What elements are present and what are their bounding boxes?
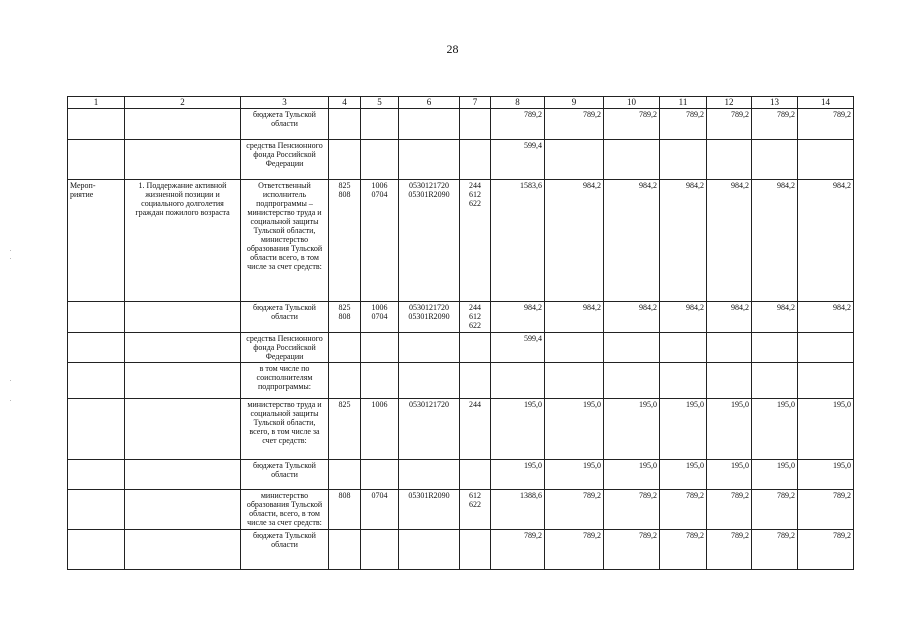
table-cell-col-7: 244 612 622 bbox=[460, 180, 491, 302]
table-cell-col-6: 05301R2090 bbox=[399, 490, 460, 530]
table-cell-col-11: 789,2 bbox=[660, 530, 707, 570]
table-cell-col-4 bbox=[329, 140, 361, 180]
table-cell-col-4 bbox=[329, 530, 361, 570]
table-cell-col-4: 825 bbox=[329, 399, 361, 460]
table-cell-col-8: 195,0 bbox=[491, 460, 545, 490]
table-cell-col-7 bbox=[460, 140, 491, 180]
table-cell-col-2 bbox=[125, 530, 241, 570]
table-row bbox=[68, 530, 854, 570]
table-cell-col-10: 984,2 bbox=[604, 180, 660, 302]
table-cell-col-6 bbox=[399, 140, 460, 180]
table-cell-col-10: 789,2 bbox=[604, 109, 660, 140]
table-cell-col-1 bbox=[68, 363, 125, 399]
table-cell-col-1 bbox=[68, 140, 125, 180]
table-cell-col-8: 789,2 bbox=[491, 530, 545, 570]
table-cell-col-12: 789,2 bbox=[707, 109, 752, 140]
table-cell-col-7 bbox=[460, 363, 491, 399]
table-cell-col-10: 789,2 bbox=[604, 530, 660, 570]
header-cell: 4 bbox=[329, 97, 361, 109]
table-cell-col-3: бюджета Тульской области bbox=[241, 302, 329, 333]
table-cell-col-3: бюджета Тульской области bbox=[241, 530, 329, 570]
table-cell-col-6 bbox=[399, 109, 460, 140]
table-cell-col-5: 1006 bbox=[361, 399, 399, 460]
header-cell: 8 bbox=[491, 97, 545, 109]
table-cell-col-5 bbox=[361, 363, 399, 399]
table-cell-col-11 bbox=[660, 140, 707, 180]
header-cell: 1 bbox=[68, 97, 125, 109]
table-cell-col-5 bbox=[361, 333, 399, 363]
table-cell-col-4: 825 808 bbox=[329, 302, 361, 333]
table-cell-col-3: средства Пенсионного фонда Российской Федерации bbox=[241, 140, 329, 180]
table-cell-col-2 bbox=[125, 490, 241, 530]
table-cell-col-11: 789,2 bbox=[660, 109, 707, 140]
table-cell-col-12 bbox=[707, 140, 752, 180]
table-cell-col-7: 244 612 622 bbox=[460, 302, 491, 333]
table-cell-col-3: в том числе по соисполнителям подпрограммы: bbox=[241, 363, 329, 399]
table-cell-col-12: 195,0 bbox=[707, 460, 752, 490]
table-cell-col-6 bbox=[399, 363, 460, 399]
table-cell-col-13: 984,2 bbox=[752, 180, 798, 302]
table-cell-col-4: 808 bbox=[329, 490, 361, 530]
table-cell-col-12 bbox=[707, 333, 752, 363]
table-cell-col-7: 612 622 bbox=[460, 490, 491, 530]
table-cell-col-2 bbox=[125, 140, 241, 180]
table-cell-col-5 bbox=[361, 530, 399, 570]
table-cell-col-3: бюджета Тульской области bbox=[241, 109, 329, 140]
table-row bbox=[68, 460, 854, 490]
table-cell-col-2 bbox=[125, 399, 241, 460]
table-cell-col-9: 195,0 bbox=[545, 460, 604, 490]
table-cell-col-14: 789,2 bbox=[798, 109, 854, 140]
table-cell-col-13: 789,2 bbox=[752, 490, 798, 530]
table-cell-col-5 bbox=[361, 460, 399, 490]
table-cell-col-2 bbox=[125, 302, 241, 333]
scan-speck bbox=[10, 380, 11, 381]
table-cell-col-5: 1006 0704 bbox=[361, 180, 399, 302]
table-cell-col-13: 984,2 bbox=[752, 302, 798, 333]
table-cell-col-4 bbox=[329, 333, 361, 363]
header-cell: 11 bbox=[660, 97, 707, 109]
header-row bbox=[68, 97, 854, 109]
table-cell-col-12: 789,2 bbox=[707, 530, 752, 570]
table-cell-col-2 bbox=[125, 109, 241, 140]
table-cell-col-12: 195,0 bbox=[707, 399, 752, 460]
table-cell-col-14: 984,2 bbox=[798, 180, 854, 302]
table-cell-col-10: 195,0 bbox=[604, 460, 660, 490]
table-cell-col-3: Ответственный исполнитель подпрограммы – министерство труда и социальной защиты Тульской области, министерство образования Тульской области всего, в том числе за счет средств: bbox=[241, 180, 329, 302]
table-cell-col-3: министерство труда и социальной защиты Тульской области, всего, в том числе за счет средств: bbox=[241, 399, 329, 460]
table-cell-col-6: 0530121720 05301R2090 bbox=[399, 302, 460, 333]
table-cell-col-14: 984,2 bbox=[798, 302, 854, 333]
table-cell-col-9: 984,2 bbox=[545, 302, 604, 333]
table-cell-col-8: 1583,6 bbox=[491, 180, 545, 302]
table-cell-col-9: 789,2 bbox=[545, 490, 604, 530]
table-cell-col-14 bbox=[798, 363, 854, 399]
table-cell-col-6 bbox=[399, 460, 460, 490]
table-cell-col-11: 984,2 bbox=[660, 302, 707, 333]
table-cell-col-9 bbox=[545, 140, 604, 180]
table-cell-col-10: 984,2 bbox=[604, 302, 660, 333]
table-cell-col-10 bbox=[604, 140, 660, 180]
header-cell: 5 bbox=[361, 97, 399, 109]
header-cell: 6 bbox=[399, 97, 460, 109]
table-cell-col-6 bbox=[399, 333, 460, 363]
table-cell-col-8: 984,2 bbox=[491, 302, 545, 333]
table-cell-col-7 bbox=[460, 530, 491, 570]
table-row bbox=[68, 140, 854, 180]
header-cell: 3 bbox=[241, 97, 329, 109]
table-cell-col-6: 0530121720 05301R2090 bbox=[399, 180, 460, 302]
table-cell-col-14: 195,0 bbox=[798, 460, 854, 490]
table-cell-col-2 bbox=[125, 333, 241, 363]
table-cell-col-5 bbox=[361, 140, 399, 180]
table-cell-col-11 bbox=[660, 363, 707, 399]
table-cell-col-10 bbox=[604, 333, 660, 363]
table-cell-col-10 bbox=[604, 363, 660, 399]
table-cell-col-7: 244 bbox=[460, 399, 491, 460]
table-cell-col-7 bbox=[460, 333, 491, 363]
table-cell-col-11: 789,2 bbox=[660, 490, 707, 530]
table-cell-col-3: средства Пенсионного фонда Российской Федерации bbox=[241, 333, 329, 363]
table-cell-col-5: 1006 0704 bbox=[361, 302, 399, 333]
table-cell-col-5: 0704 bbox=[361, 490, 399, 530]
table-cell-col-14: 195,0 bbox=[798, 399, 854, 460]
table-cell-col-14 bbox=[798, 333, 854, 363]
table-cell-col-1 bbox=[68, 333, 125, 363]
table-cell-col-8: 599,4 bbox=[491, 333, 545, 363]
table-row bbox=[68, 302, 854, 333]
table-cell-col-9 bbox=[545, 363, 604, 399]
table-cell-col-9: 789,2 bbox=[545, 530, 604, 570]
table-row bbox=[68, 333, 854, 363]
header-cell: 13 bbox=[752, 97, 798, 109]
table-cell-col-4 bbox=[329, 363, 361, 399]
table-cell-col-1 bbox=[68, 302, 125, 333]
table-cell-col-14: 789,2 bbox=[798, 490, 854, 530]
table-cell-col-8: 1388,6 bbox=[491, 490, 545, 530]
table-row bbox=[68, 180, 854, 302]
scan-speck bbox=[10, 250, 11, 251]
table-cell-col-2 bbox=[125, 363, 241, 399]
scan-speck bbox=[10, 258, 11, 259]
table-cell-col-10: 195,0 bbox=[604, 399, 660, 460]
table-cell-col-13: 789,2 bbox=[752, 109, 798, 140]
table-cell-col-4 bbox=[329, 460, 361, 490]
table-cell-col-2 bbox=[125, 460, 241, 490]
table-cell-col-12: 984,2 bbox=[707, 302, 752, 333]
header-cell: 9 bbox=[545, 97, 604, 109]
table-cell-col-3: министерство образования Тульской области, всего, в том числе за счет средств: bbox=[241, 490, 329, 530]
header-cell: 10 bbox=[604, 97, 660, 109]
table-cell-col-2: 1. Поддержание активной жизненной позиции и социального долголетия граждан пожилого возраста bbox=[125, 180, 241, 302]
table-cell-col-7 bbox=[460, 460, 491, 490]
table-cell-col-12: 984,2 bbox=[707, 180, 752, 302]
table-cell-col-1 bbox=[68, 109, 125, 140]
table-cell-col-12 bbox=[707, 363, 752, 399]
table-cell-col-11: 984,2 bbox=[660, 180, 707, 302]
header-cell: 12 bbox=[707, 97, 752, 109]
table-cell-col-1 bbox=[68, 490, 125, 530]
table-cell-col-5 bbox=[361, 109, 399, 140]
table-cell-col-4 bbox=[329, 109, 361, 140]
table-cell-col-3: бюджета Тульской области bbox=[241, 460, 329, 490]
table-cell-col-9: 984,2 bbox=[545, 180, 604, 302]
page-number: 28 bbox=[446, 42, 459, 56]
table-cell-col-14: 789,2 bbox=[798, 530, 854, 570]
table-cell-col-6: 0530121720 bbox=[399, 399, 460, 460]
table-cell-col-1 bbox=[68, 399, 125, 460]
table-cell-col-9: 195,0 bbox=[545, 399, 604, 460]
header-cell: 2 bbox=[125, 97, 241, 109]
table-cell-col-6 bbox=[399, 530, 460, 570]
table-row bbox=[68, 363, 854, 399]
table-cell-col-9: 789,2 bbox=[545, 109, 604, 140]
table-cell-col-1 bbox=[68, 530, 125, 570]
table-cell-col-13: 789,2 bbox=[752, 530, 798, 570]
table-cell-col-1 bbox=[68, 460, 125, 490]
table-row bbox=[68, 399, 854, 460]
table-cell-col-7 bbox=[460, 109, 491, 140]
table-cell-col-13 bbox=[752, 363, 798, 399]
table-cell-col-11: 195,0 bbox=[660, 399, 707, 460]
table-cell-col-13 bbox=[752, 333, 798, 363]
table-cell-col-13: 195,0 bbox=[752, 460, 798, 490]
scan-speck bbox=[10, 400, 11, 401]
budget-table bbox=[67, 96, 854, 570]
table-cell-col-4: 825 808 bbox=[329, 180, 361, 302]
table-cell-col-8 bbox=[491, 363, 545, 399]
table-cell-col-1: Мероп- риятие bbox=[68, 180, 125, 302]
table-row bbox=[68, 109, 854, 140]
header-cell: 7 bbox=[460, 97, 491, 109]
table-cell-col-10: 789,2 bbox=[604, 490, 660, 530]
table-cell-col-8: 789,2 bbox=[491, 109, 545, 140]
table-cell-col-11: 195,0 bbox=[660, 460, 707, 490]
table-row bbox=[68, 490, 854, 530]
table-cell-col-14 bbox=[798, 140, 854, 180]
table-cell-col-13 bbox=[752, 140, 798, 180]
table-cell-col-11 bbox=[660, 333, 707, 363]
table-cell-col-8: 599,4 bbox=[491, 140, 545, 180]
table-cell-col-9 bbox=[545, 333, 604, 363]
table-cell-col-13: 195,0 bbox=[752, 399, 798, 460]
table-cell-col-12: 789,2 bbox=[707, 490, 752, 530]
table-cell-col-8: 195,0 bbox=[491, 399, 545, 460]
header-cell: 14 bbox=[798, 97, 854, 109]
